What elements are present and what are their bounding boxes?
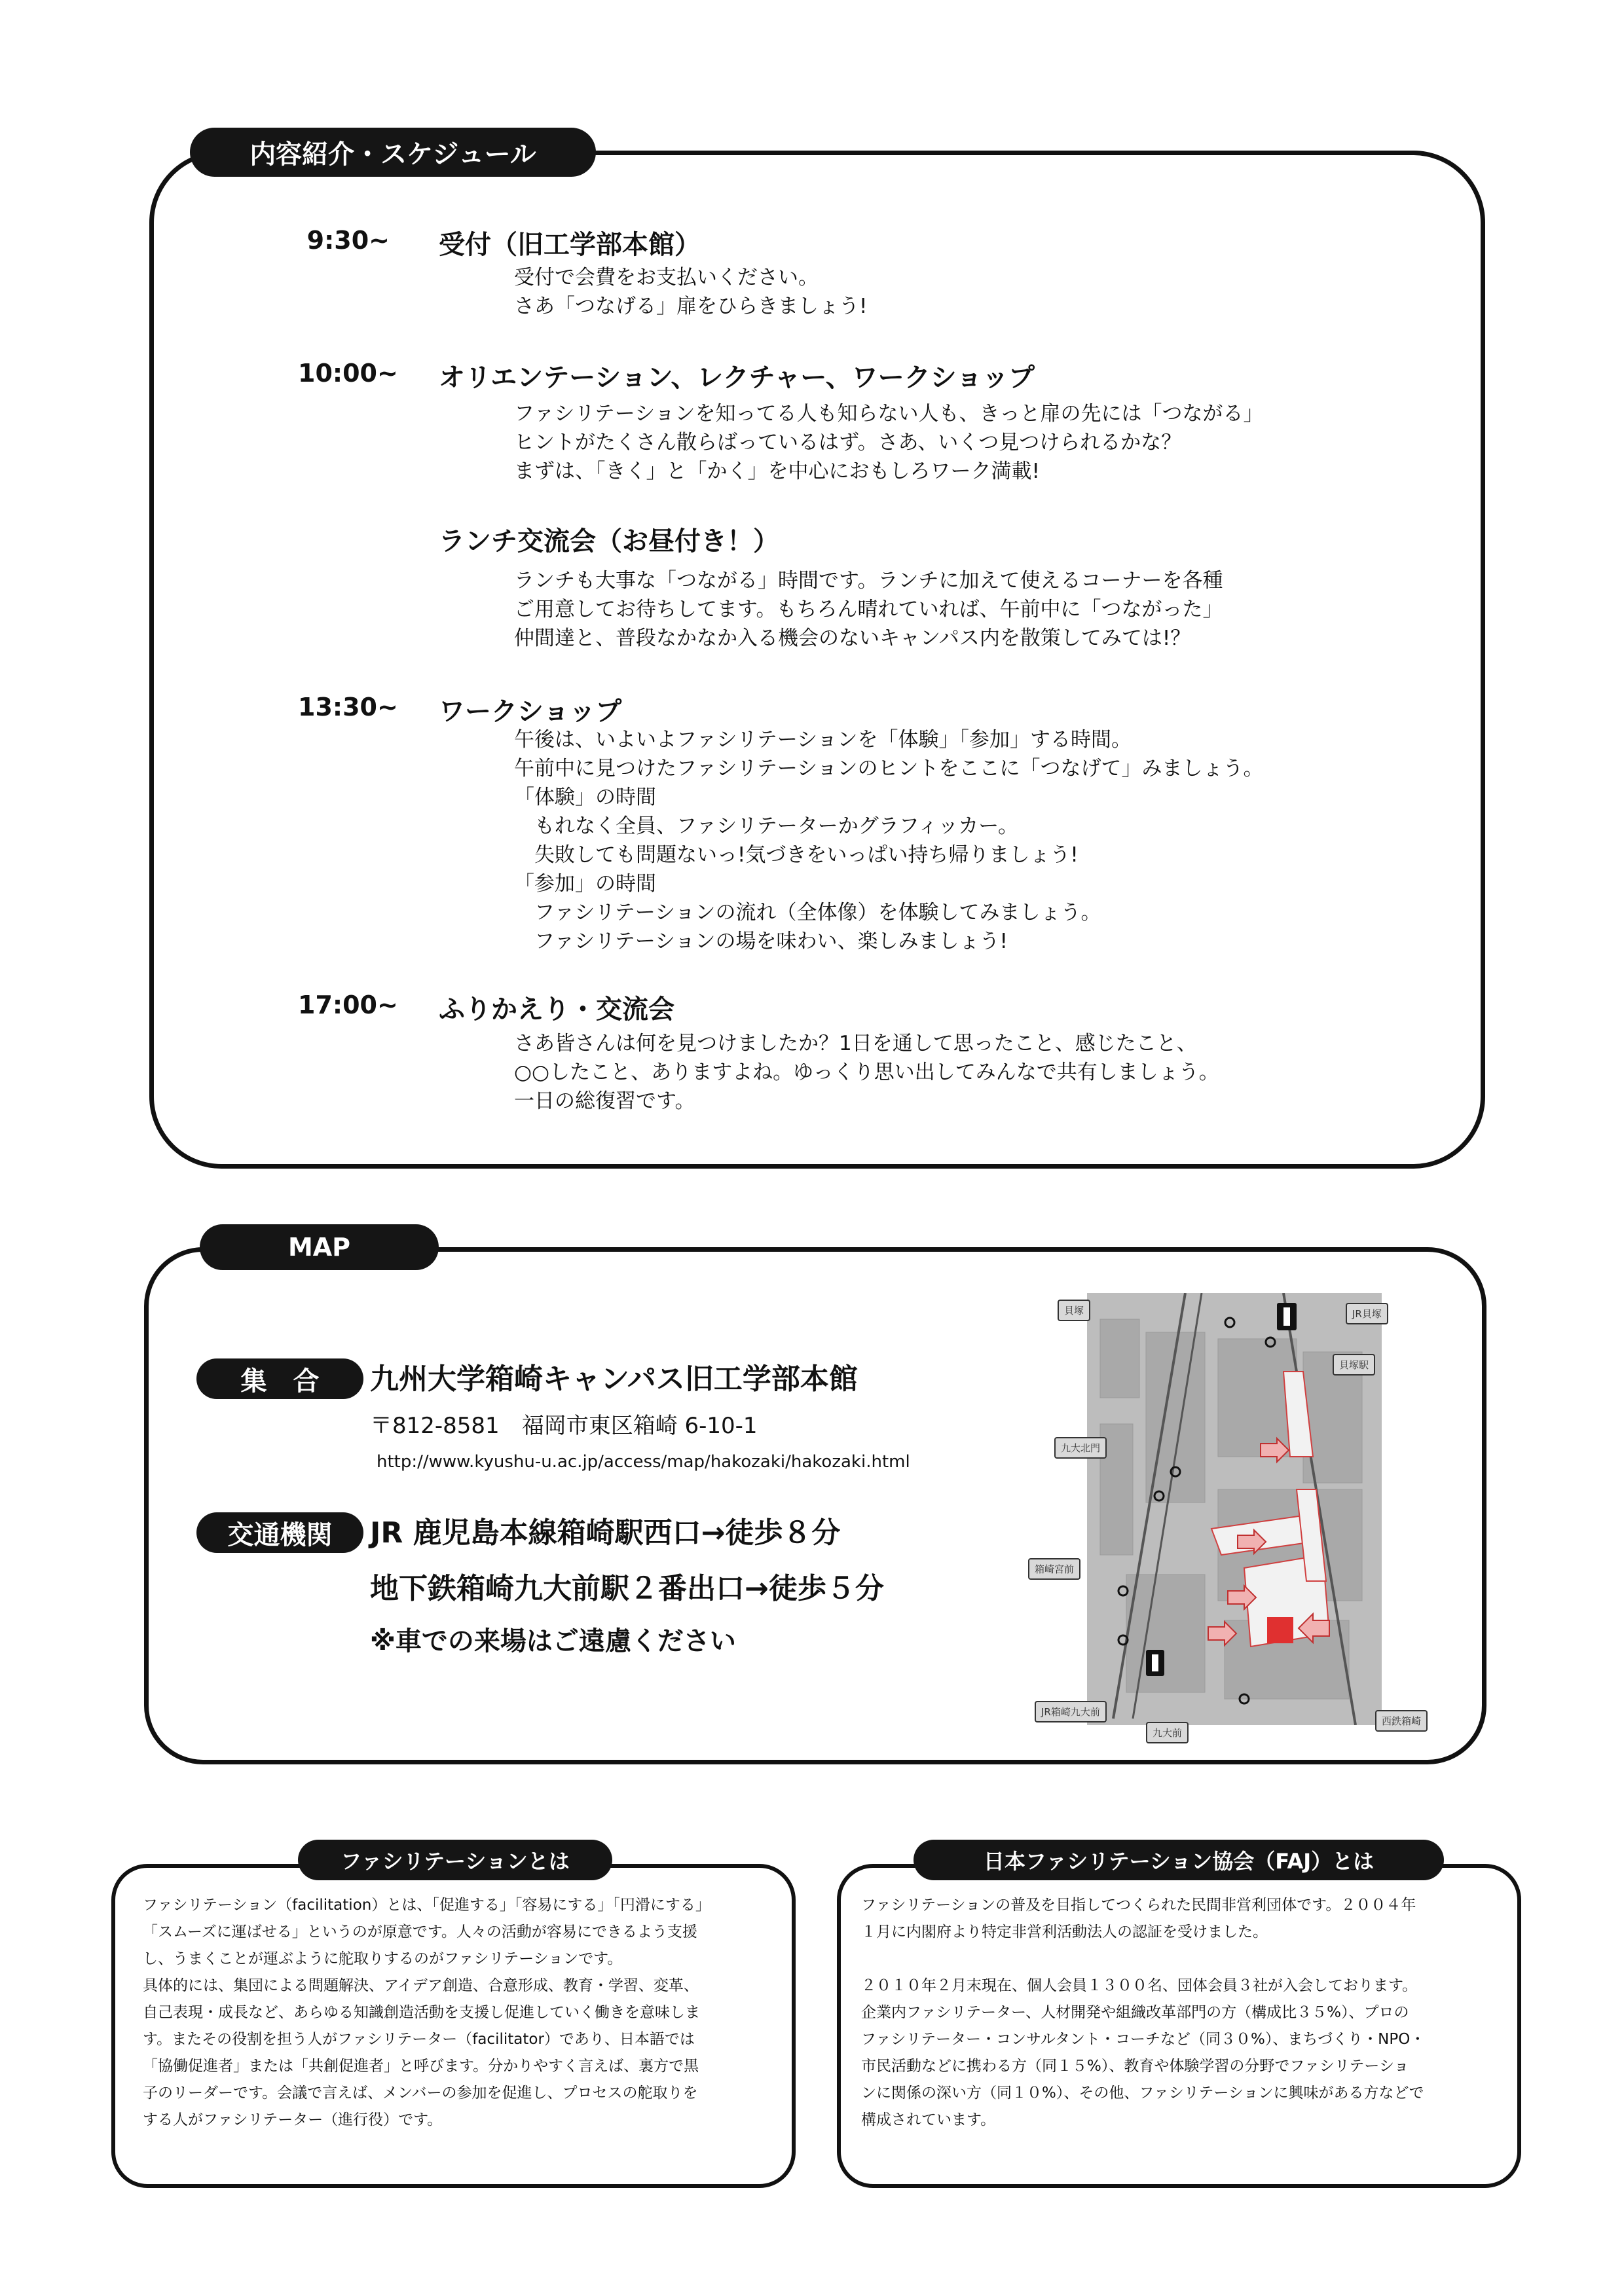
schedule-body: ファシリテーションを知ってる人も知らない人も、きっと扉の先には「つながる」 ヒントがたくさん散らばっているはず。さあ、いくつ見つけられるかな？ まずは、「きく」と「かく」を中心におもしろワーク満載! [514, 402, 1264, 483]
schedule-title: ランチ交流会（お昼付き！） [439, 526, 779, 556]
map-label-hakozaki-miyamae: 箱崎宮前 [1028, 1558, 1080, 1580]
schedule-time: 9:30~ [306, 226, 390, 255]
schedule-time: 17:00~ [298, 991, 398, 1019]
transport-line-1: 地下鉄箱崎九大前駅２番出口→徒歩５分 [370, 1572, 884, 1605]
map-heading: MAP [200, 1224, 439, 1270]
venue-name: 九州大学箱崎キャンパス旧工学部本館 [370, 1362, 858, 1396]
schedule-title: ワークショップ [439, 697, 622, 727]
map-label-nishitetsu: 西鉄箱崎 [1375, 1710, 1428, 1732]
schedule-title: ふりかえり・交流会 [439, 994, 674, 1025]
facilitation-heading: ファシリテーションとは [298, 1840, 612, 1880]
schedule-title: オリエンテーション、レクチャー、ワークショップ [439, 363, 1035, 393]
map-label-kaizuka: 貝塚 [1058, 1300, 1090, 1321]
facilitation-body: ファシリテーション（facilitation）とは、「促進する」「容易にする」「円滑にする」 「スムーズに運ばせる」というのが原意です。人々の活動が容易にできるよう支援 し、うまくことが運ぶように舵取りするのがファシリテーションです。 具体的には、集団による問題解決、アイデア創造、合意形成、教育・学習、変革、 自己表現・成長など、あらゆる知識創造活動を支援し促進していく働きを意味しま す。またその役割を担う人がファシリテーター（facilitator）であり、日本語では 「協働促進者」または「共創促進者」と呼びます。分かりやすく言えば、裏方で黒 子のリーダーです。会議で言えば、メンバーの参加を促進し、プロセスの舵取りを する人がファシリテーター（進行役）です。 [143, 1897, 710, 2128]
map-label-kyudaimae: 九大前 [1146, 1722, 1189, 1743]
meeting-label: 集 合 [196, 1358, 363, 1399]
schedule-heading: 内容紹介・スケジュール [190, 128, 596, 177]
venue-address: 〒812-8581 福岡市東区箱崎 6-10-1 [370, 1413, 758, 1439]
map-label-jr-kaizuka: JR貝塚 [1346, 1303, 1388, 1324]
schedule-body: さあ皆さんは何を見つけましたか？1日を通して思ったこと、感じたこと、 ○○したこと、ありますよね。ゆっくり思い出してみんなで共有しましょう。 一日の総復習です。 [514, 1032, 1219, 1113]
venue-url[interactable]: http://www.kyushu-u.ac.jp/access/map/hakozaki/hakozaki.html [377, 1452, 910, 1472]
transport-line-2: ※車での来場はご遠慮ください [370, 1626, 736, 1656]
map-label-jr-hakozaki: JR箱崎九大前 [1035, 1701, 1107, 1722]
faj-body: ファシリテーションの普及を目指してつくられた民間非営利団体です。２００４年 １月に内閣府より特定非営利活動法人の認証を受けました。 ２０１０年２月末現在、個人会員１３００名、団体会員３社が入会しております。 企業内ファシリテーター、人材開発や組織改革部門の方（構成比３５%）、プロの ファシリテーター・コンサルタント・コーチなど（同３０%）、まちづくり・NPO・ 市民活動などに携わる方（同１５%）、教育や体験学習の分野でファシリテーショ ンに関係の深い方（同１０%）、その他、ファシリテーションに興味がある方などで 構成されています。 [861, 1897, 1426, 2128]
schedule-body: ランチも大事な「つながる」時間です。ランチに加えて使えるコーナーを各種 ご用意してお待ちしてます。もちろん晴れていれば、午前中に「つながった」 仲間達と、普段なかなか入る機会のないキャンパス内を散策してみては!？ [514, 569, 1223, 650]
schedule-body: 午後は、いよいよファシリテーションを「体験」「参加」する時間。 午前中に見つけたファシリテーションのヒントをここに「つなげて」みましょう。 「体験」の時間 もれなく全員、ファシリテーターかグラフィッカー。 失敗しても問題ないっ!気づきをいっぱい持ち帰りましょう! 「参加」の時間 ファシリテーションの流れ（全体像）を体験してみましょう。 ファシリテーションの場を味わい、楽しみましょう! [514, 728, 1264, 953]
schedule-body: 受付で会費をお支払いください。 さあ「つなげる」扉をひらきましょう! [514, 266, 868, 318]
faj-heading: 日本ファシリテーション協会（FAJ）とは [913, 1840, 1444, 1880]
map-label-kaizuka-station: 貝塚駅 [1333, 1354, 1375, 1376]
schedule-time: 13:30~ [298, 693, 398, 721]
transport-line-0: JR 鹿児島本線箱崎駅西口→徒歩８分 [370, 1516, 841, 1550]
schedule-title: 受付（旧工学部本館） [439, 230, 701, 260]
map-label-kyudai-kitamon: 九大北門 [1054, 1437, 1107, 1459]
schedule-time: 10:00~ [298, 359, 398, 388]
transport-label: 交通機関 [196, 1512, 363, 1553]
